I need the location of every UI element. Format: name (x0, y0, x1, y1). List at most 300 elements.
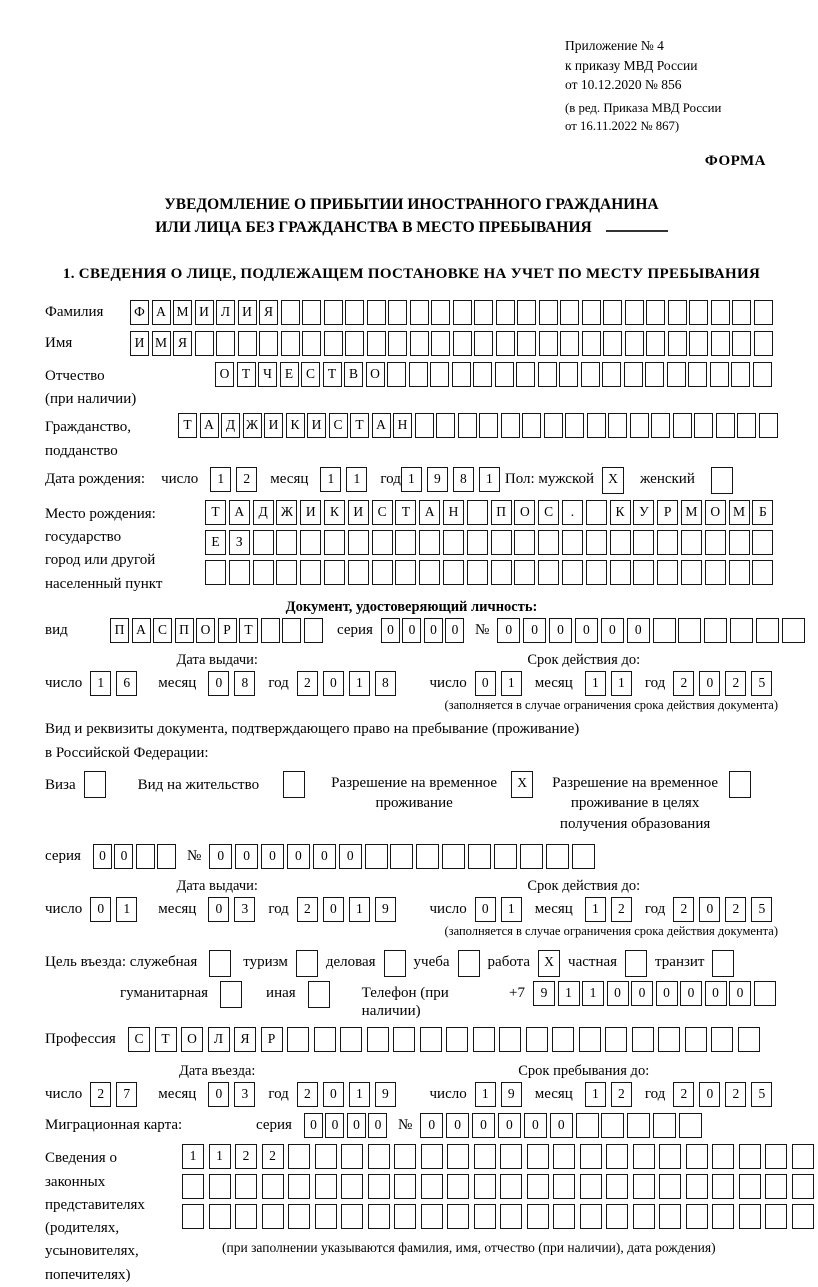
char-cell[interactable] (276, 560, 297, 585)
char-cell[interactable] (765, 1174, 787, 1199)
char-cell[interactable]: 2 (235, 1144, 257, 1169)
char-cell[interactable]: 0 (209, 844, 232, 869)
char-cell[interactable]: 9 (375, 897, 396, 922)
char-cell[interactable] (653, 618, 676, 643)
char-cell[interactable] (538, 530, 559, 555)
char-cell[interactable]: Р (657, 500, 678, 525)
char-cell[interactable] (474, 1204, 496, 1229)
char-cell[interactable]: М (173, 300, 192, 325)
char-cell[interactable] (393, 1027, 415, 1052)
char-cell[interactable] (560, 331, 579, 356)
char-cell[interactable]: И (130, 331, 149, 356)
char-cell[interactable]: 1 (582, 981, 604, 1006)
char-cell[interactable] (235, 1204, 257, 1229)
char-cell[interactable] (443, 530, 464, 555)
char-cell[interactable] (546, 844, 569, 869)
char-cell[interactable]: 2 (236, 467, 257, 492)
char-cell[interactable] (467, 530, 488, 555)
char-cell[interactable] (659, 1204, 681, 1229)
char-cell[interactable] (474, 331, 493, 356)
char-cell[interactable] (608, 413, 627, 438)
char-cell[interactable] (792, 1144, 814, 1169)
char-cell[interactable] (752, 530, 773, 555)
char-cell[interactable]: 0 (339, 844, 362, 869)
char-cell[interactable]: 0 (261, 844, 284, 869)
char-cell[interactable] (689, 331, 708, 356)
char-cell[interactable] (195, 331, 214, 356)
char-cell[interactable] (494, 844, 517, 869)
char-cell[interactable] (496, 331, 515, 356)
char-cell[interactable] (704, 618, 727, 643)
char-cell[interactable] (732, 300, 751, 325)
char-cell[interactable] (324, 530, 345, 555)
char-cell[interactable]: Т (178, 413, 197, 438)
char-cell[interactable]: А (229, 500, 250, 525)
char-cell[interactable] (539, 300, 558, 325)
char-cell[interactable] (625, 950, 647, 977)
char-cell[interactable] (737, 413, 756, 438)
char-cell[interactable] (281, 300, 300, 325)
char-cell[interactable] (516, 362, 535, 387)
char-cell[interactable]: Д (253, 500, 274, 525)
char-cell[interactable]: 0 (498, 1113, 521, 1138)
char-cell[interactable]: 5 (751, 671, 772, 696)
char-cell[interactable]: О (196, 618, 215, 643)
char-cell[interactable] (668, 331, 687, 356)
char-cell[interactable] (527, 1204, 549, 1229)
char-cell[interactable] (447, 1174, 469, 1199)
char-cell[interactable] (341, 1174, 363, 1199)
char-cell[interactable]: К (324, 500, 345, 525)
char-cell[interactable]: 0 (699, 1082, 720, 1107)
char-cell[interactable] (632, 1027, 654, 1052)
char-cell[interactable] (586, 560, 607, 585)
char-cell[interactable]: 0 (323, 671, 344, 696)
char-cell[interactable] (731, 362, 750, 387)
char-cell[interactable]: О (366, 362, 385, 387)
char-cell[interactable]: А (132, 618, 151, 643)
char-cell[interactable] (453, 331, 472, 356)
char-cell[interactable]: Я (173, 331, 192, 356)
char-cell[interactable] (182, 1174, 204, 1199)
char-cell[interactable] (606, 1144, 628, 1169)
char-cell[interactable] (431, 300, 450, 325)
char-cell[interactable]: К (610, 500, 631, 525)
char-cell[interactable] (712, 950, 734, 977)
char-cell[interactable] (729, 560, 750, 585)
char-cell[interactable] (229, 560, 250, 585)
char-cell[interactable]: 9 (375, 1082, 396, 1107)
char-cell[interactable]: 1 (585, 897, 606, 922)
char-cell[interactable] (539, 331, 558, 356)
char-cell[interactable]: Ж (276, 500, 297, 525)
char-cell[interactable]: 2 (725, 671, 746, 696)
char-cell[interactable]: 1 (210, 467, 231, 492)
char-cell[interactable] (415, 413, 434, 438)
char-cell[interactable] (209, 950, 231, 977)
char-cell[interactable] (302, 331, 321, 356)
char-cell[interactable]: 0 (680, 981, 702, 1006)
char-cell[interactable] (443, 560, 464, 585)
char-cell[interactable] (553, 1204, 575, 1229)
char-cell[interactable] (368, 1174, 390, 1199)
char-cell[interactable] (739, 1174, 761, 1199)
char-cell[interactable] (653, 1113, 676, 1138)
char-cell[interactable]: 2 (90, 1082, 111, 1107)
char-cell[interactable] (421, 1144, 443, 1169)
char-cell[interactable]: 0 (235, 844, 258, 869)
char-cell[interactable] (308, 981, 330, 1008)
char-cell[interactable]: 2 (673, 671, 694, 696)
char-cell[interactable]: 9 (427, 467, 448, 492)
char-cell[interactable] (262, 1204, 284, 1229)
char-cell[interactable] (315, 1204, 337, 1229)
char-cell[interactable] (759, 413, 778, 438)
char-cell[interactable] (474, 1174, 496, 1199)
char-cell[interactable]: 1 (182, 1144, 204, 1169)
char-cell[interactable] (625, 300, 644, 325)
char-cell[interactable]: 0 (627, 618, 650, 643)
char-cell[interactable] (387, 362, 406, 387)
char-cell[interactable] (388, 331, 407, 356)
char-cell[interactable]: И (348, 500, 369, 525)
char-cell[interactable] (410, 331, 429, 356)
char-cell[interactable] (705, 530, 726, 555)
char-cell[interactable]: 5 (751, 897, 772, 922)
char-cell[interactable] (587, 413, 606, 438)
char-cell[interactable] (562, 560, 583, 585)
char-cell[interactable] (633, 560, 654, 585)
char-cell[interactable] (710, 362, 729, 387)
char-cell[interactable] (136, 844, 155, 869)
char-cell[interactable] (538, 560, 559, 585)
char-cell[interactable] (678, 618, 701, 643)
char-cell[interactable] (686, 1174, 708, 1199)
char-cell[interactable]: 0 (607, 981, 629, 1006)
char-cell[interactable] (473, 1027, 495, 1052)
char-cell[interactable]: Т (323, 362, 342, 387)
char-cell[interactable]: 0 (304, 1113, 323, 1138)
char-cell[interactable] (667, 362, 686, 387)
char-cell[interactable]: О (215, 362, 234, 387)
char-cell[interactable]: 8 (234, 671, 255, 696)
char-cell[interactable] (603, 300, 622, 325)
char-cell[interactable]: А (152, 300, 171, 325)
char-cell[interactable]: Т (155, 1027, 177, 1052)
char-cell[interactable] (446, 1027, 468, 1052)
char-cell[interactable]: Р (261, 1027, 283, 1052)
char-cell[interactable] (209, 1174, 231, 1199)
char-cell[interactable] (668, 300, 687, 325)
char-cell[interactable]: 0 (424, 618, 443, 643)
char-cell[interactable] (602, 362, 621, 387)
char-cell[interactable] (581, 362, 600, 387)
char-cell[interactable] (679, 1113, 702, 1138)
char-cell[interactable] (491, 560, 512, 585)
char-cell[interactable]: 0 (601, 618, 624, 643)
char-cell[interactable]: 0 (402, 618, 421, 643)
char-cell[interactable]: 2 (611, 1082, 632, 1107)
char-cell[interactable] (348, 560, 369, 585)
char-cell[interactable] (182, 1204, 204, 1229)
char-cell[interactable] (624, 362, 643, 387)
char-cell[interactable] (324, 560, 345, 585)
char-cell[interactable]: 2 (297, 1082, 318, 1107)
char-cell[interactable]: Ф (130, 300, 149, 325)
char-cell[interactable]: 0 (323, 897, 344, 922)
char-cell[interactable]: М (729, 500, 750, 525)
char-cell[interactable]: З (229, 530, 250, 555)
char-cell[interactable] (341, 1204, 363, 1229)
char-cell[interactable] (514, 560, 535, 585)
char-cell[interactable] (552, 1027, 574, 1052)
char-cell[interactable] (259, 331, 278, 356)
char-cell[interactable]: И (195, 300, 214, 325)
char-cell[interactable] (582, 300, 601, 325)
char-cell[interactable] (447, 1144, 469, 1169)
char-cell[interactable] (605, 1027, 627, 1052)
char-cell[interactable]: 0 (631, 981, 653, 1006)
char-cell[interactable] (646, 331, 665, 356)
char-cell[interactable]: 1 (585, 671, 606, 696)
char-cell[interactable] (238, 331, 257, 356)
char-cell[interactable] (253, 530, 274, 555)
char-cell[interactable]: 1 (475, 1082, 496, 1107)
char-cell[interactable] (447, 1204, 469, 1229)
char-cell[interactable] (686, 1144, 708, 1169)
char-cell[interactable]: 0 (446, 1113, 469, 1138)
char-cell[interactable] (538, 362, 557, 387)
char-cell[interactable] (681, 530, 702, 555)
char-cell[interactable] (633, 1204, 655, 1229)
char-cell[interactable] (235, 1174, 257, 1199)
char-cell[interactable] (560, 300, 579, 325)
char-cell[interactable]: 0 (208, 1082, 229, 1107)
char-cell[interactable] (517, 300, 536, 325)
char-cell[interactable] (627, 1113, 650, 1138)
char-cell[interactable] (253, 560, 274, 585)
char-cell[interactable] (754, 981, 776, 1006)
char-cell[interactable]: 0 (699, 897, 720, 922)
char-cell[interactable]: И (264, 413, 283, 438)
char-cell[interactable] (496, 300, 515, 325)
char-cell[interactable]: И (238, 300, 257, 325)
char-cell[interactable] (394, 1204, 416, 1229)
char-cell[interactable]: 0 (523, 618, 546, 643)
char-cell[interactable] (281, 331, 300, 356)
char-cell[interactable]: Р (218, 618, 237, 643)
char-cell[interactable] (431, 331, 450, 356)
char-cell[interactable]: П (491, 500, 512, 525)
char-cell[interactable] (367, 300, 386, 325)
char-cell[interactable]: А (419, 500, 440, 525)
char-cell[interactable] (367, 1027, 389, 1052)
char-cell[interactable]: 8 (375, 671, 396, 696)
char-cell[interactable] (576, 1113, 599, 1138)
char-cell[interactable]: О (181, 1027, 203, 1052)
char-cell[interactable] (409, 362, 428, 387)
char-cell[interactable] (754, 300, 773, 325)
char-cell[interactable] (716, 413, 735, 438)
char-cell[interactable] (468, 844, 491, 869)
char-cell[interactable]: 2 (262, 1144, 284, 1169)
char-cell[interactable]: Н (443, 500, 464, 525)
char-cell[interactable]: 2 (611, 897, 632, 922)
char-cell[interactable] (732, 331, 751, 356)
char-cell[interactable]: 0 (313, 844, 336, 869)
char-cell[interactable]: М (681, 500, 702, 525)
char-cell[interactable]: 1 (349, 671, 370, 696)
char-cell[interactable] (657, 560, 678, 585)
char-cell[interactable] (419, 560, 440, 585)
char-cell[interactable] (315, 1144, 337, 1169)
char-cell[interactable]: Л (216, 300, 235, 325)
char-cell[interactable] (287, 1027, 309, 1052)
char-cell[interactable] (754, 331, 773, 356)
char-cell[interactable]: 0 (325, 1113, 344, 1138)
char-cell[interactable]: 1 (501, 897, 522, 922)
char-cell[interactable] (712, 1144, 734, 1169)
char-cell[interactable] (651, 413, 670, 438)
char-cell[interactable] (368, 1144, 390, 1169)
char-cell[interactable] (688, 362, 707, 387)
char-cell[interactable] (625, 331, 644, 356)
char-cell[interactable]: 0 (524, 1113, 547, 1138)
char-cell[interactable] (365, 844, 388, 869)
char-cell[interactable]: 0 (208, 671, 229, 696)
char-cell[interactable] (514, 530, 535, 555)
char-cell[interactable] (394, 1144, 416, 1169)
char-cell[interactable] (261, 618, 280, 643)
char-cell[interactable]: 3 (234, 1082, 255, 1107)
char-cell[interactable] (442, 844, 465, 869)
char-cell[interactable] (520, 844, 543, 869)
char-cell[interactable] (526, 1027, 548, 1052)
char-cell[interactable]: О (705, 500, 726, 525)
char-cell[interactable] (633, 1144, 655, 1169)
char-cell[interactable]: Я (234, 1027, 256, 1052)
char-cell[interactable] (601, 1113, 624, 1138)
char-cell[interactable] (419, 530, 440, 555)
char-cell[interactable] (420, 1027, 442, 1052)
char-cell[interactable] (296, 950, 318, 977)
char-cell[interactable] (606, 1204, 628, 1229)
char-cell[interactable] (686, 1204, 708, 1229)
char-cell[interactable] (711, 467, 733, 494)
char-cell[interactable]: Т (395, 500, 416, 525)
char-cell[interactable] (495, 362, 514, 387)
char-cell[interactable]: 0 (550, 1113, 573, 1138)
char-cell[interactable] (216, 331, 235, 356)
char-cell[interactable] (739, 1144, 761, 1169)
char-cell[interactable]: 1 (401, 467, 422, 492)
char-cell[interactable]: 0 (114, 844, 133, 869)
char-cell[interactable]: С (153, 618, 172, 643)
char-cell[interactable] (458, 950, 480, 977)
char-cell[interactable]: 6 (116, 671, 137, 696)
char-cell[interactable] (84, 771, 106, 798)
char-cell[interactable]: 0 (475, 897, 496, 922)
char-cell[interactable]: 0 (699, 671, 720, 696)
char-cell[interactable] (610, 560, 631, 585)
char-cell[interactable] (544, 413, 563, 438)
char-cell[interactable] (416, 844, 439, 869)
char-cell[interactable] (586, 500, 607, 525)
char-cell[interactable] (276, 530, 297, 555)
char-cell[interactable]: 1 (585, 1082, 606, 1107)
char-cell[interactable] (729, 771, 751, 798)
char-cell[interactable] (288, 1204, 310, 1229)
char-cell[interactable]: П (175, 618, 194, 643)
char-cell[interactable] (553, 1144, 575, 1169)
char-cell[interactable] (220, 981, 242, 1008)
char-cell[interactable] (436, 413, 455, 438)
char-cell[interactable] (659, 1144, 681, 1169)
char-cell[interactable] (341, 1144, 363, 1169)
char-cell[interactable]: 0 (347, 1113, 366, 1138)
char-cell[interactable] (712, 1174, 734, 1199)
char-cell[interactable]: X (511, 771, 533, 798)
char-cell[interactable]: 0 (705, 981, 727, 1006)
char-cell[interactable]: 0 (729, 981, 751, 1006)
char-cell[interactable] (262, 1174, 284, 1199)
char-cell[interactable]: 2 (725, 897, 746, 922)
char-cell[interactable] (658, 1027, 680, 1052)
char-cell[interactable] (659, 1174, 681, 1199)
char-cell[interactable] (283, 771, 305, 798)
char-cell[interactable] (753, 362, 772, 387)
char-cell[interactable] (756, 618, 779, 643)
char-cell[interactable] (390, 844, 413, 869)
char-cell[interactable] (705, 560, 726, 585)
char-cell[interactable]: 0 (497, 618, 520, 643)
char-cell[interactable] (467, 500, 488, 525)
char-cell[interactable] (765, 1204, 787, 1229)
char-cell[interactable] (474, 1144, 496, 1169)
char-cell[interactable]: 0 (420, 1113, 443, 1138)
char-cell[interactable]: Ж (243, 413, 262, 438)
char-cell[interactable]: 1 (558, 981, 580, 1006)
char-cell[interactable] (681, 560, 702, 585)
char-cell[interactable]: 9 (501, 1082, 522, 1107)
char-cell[interactable] (610, 530, 631, 555)
char-cell[interactable]: С (372, 500, 393, 525)
char-cell[interactable] (209, 1204, 231, 1229)
char-cell[interactable] (522, 413, 541, 438)
char-cell[interactable]: 1 (611, 671, 632, 696)
char-cell[interactable] (315, 1174, 337, 1199)
char-cell[interactable]: 0 (323, 1082, 344, 1107)
char-cell[interactable]: 0 (93, 844, 112, 869)
char-cell[interactable] (689, 300, 708, 325)
char-cell[interactable] (694, 413, 713, 438)
char-cell[interactable]: 3 (234, 897, 255, 922)
char-cell[interactable]: 1 (349, 897, 370, 922)
char-cell[interactable] (421, 1204, 443, 1229)
char-cell[interactable]: Т (205, 500, 226, 525)
char-cell[interactable]: 1 (479, 467, 500, 492)
char-cell[interactable] (205, 560, 226, 585)
char-cell[interactable]: С (329, 413, 348, 438)
char-cell[interactable] (388, 300, 407, 325)
char-cell[interactable]: 0 (90, 897, 111, 922)
char-cell[interactable]: 2 (297, 897, 318, 922)
char-cell[interactable]: К (286, 413, 305, 438)
char-cell[interactable]: 0 (287, 844, 310, 869)
char-cell[interactable] (467, 560, 488, 585)
char-cell[interactable]: Е (280, 362, 299, 387)
char-cell[interactable] (712, 1204, 734, 1229)
